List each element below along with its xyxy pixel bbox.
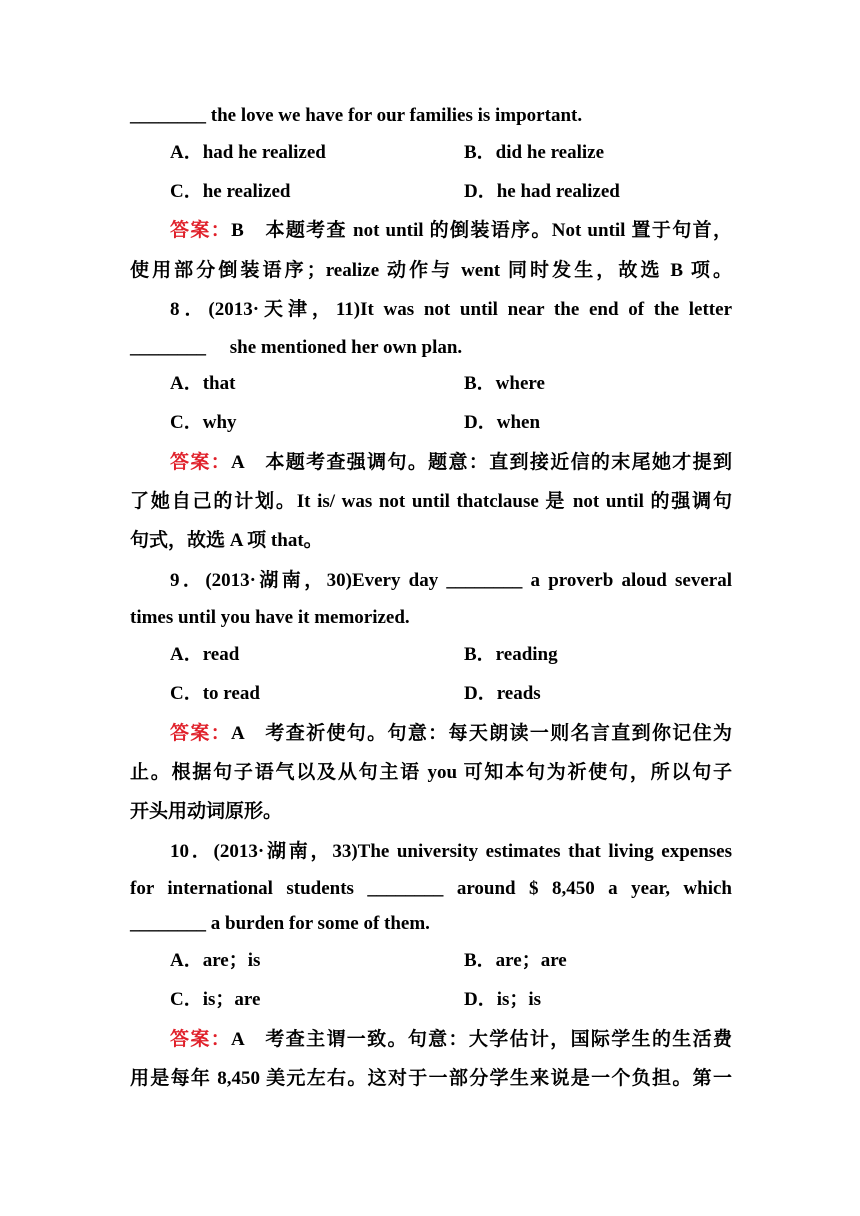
q8-answer-text: A 本题考查强调句。题意：直到接近信的末尾她才提到	[231, 452, 732, 473]
q7-answer-text: B 本题考查 not until 的倒装语序。Not until 置于句首，	[231, 220, 732, 241]
q10-answer-line-1	[170, 1028, 732, 1052]
q8-option-d: D．when	[464, 412, 541, 433]
q9-option-d: D．reads	[464, 683, 541, 704]
q10-option-a: A．are；is	[170, 950, 261, 971]
answer-label: 答案：	[170, 1029, 232, 1050]
q8-stem-line-1: 8．(2013·天津，11)It was not until near the end of the letter	[170, 299, 732, 320]
q9-answer-text: A 考查祈使句。句意：每天朗读一则名言直到你记住为	[231, 723, 732, 744]
q10-stem-line-2: for international students ________ around $ 8,450 a year, which	[130, 878, 732, 899]
q7-stem-line: ________ the love we have for our families is important.	[130, 105, 583, 126]
q9-option-a: A．read	[170, 644, 240, 665]
q7-option-b: B．did he realize	[464, 142, 605, 163]
q10-option-d: D．is；is	[464, 989, 542, 1010]
q9-answer-line-3: 开头用动词原形。	[130, 801, 283, 822]
q10-option-b: B．are；are	[464, 950, 567, 971]
q7-option-c: C．he realized	[170, 181, 291, 202]
q9-answer-line-1	[170, 722, 732, 746]
q7-answer-line-2: 使用部分倒装语序；realize 动作与 went 同时发生，故选 B 项。	[130, 260, 732, 281]
q9-stem-line-2: times until you have it memorized.	[130, 607, 410, 628]
q8-option-b: B．where	[464, 373, 545, 394]
q9-option-b: B．reading	[464, 644, 558, 665]
q7-option-a: A．had he realized	[170, 142, 326, 163]
q10-option-c: C．is；are	[170, 989, 261, 1010]
answer-label: 答案：	[170, 452, 232, 473]
q7-option-d: D．he had realized	[464, 181, 620, 202]
q8-answer-line-2: 了她自己的计划。It is/ was not until thatclause 是 not until 的强调句	[130, 491, 732, 512]
q10-answer-text: A 考查主谓一致。句意：大学估计，国际学生的生活费	[231, 1029, 732, 1050]
q9-option-c: C．to read	[170, 683, 260, 704]
answer-label: 答案：	[170, 220, 232, 241]
q8-option-a: A．that	[170, 373, 236, 394]
q8-answer-line-1	[170, 451, 732, 475]
q9-stem-line-1: 9．(2013·湖南，30)Every day ________ a proverb aloud several	[170, 570, 732, 591]
q8-answer-line-3: 句式，故选 A 项 that。	[130, 530, 323, 551]
q8-stem-line-2: ________ she mentioned her own plan.	[130, 337, 463, 358]
q10-stem-line-3: ________ a burden for some of them.	[130, 913, 430, 934]
q10-answer-line-2: 用是每年 8,450 美元左右。这对于一部分学生来说是一个负担。第一	[130, 1068, 732, 1089]
q7-answer-line-1	[170, 219, 732, 243]
q10-stem-line-1: 10．(2013·湖南，33)The university estimates that living expenses	[170, 841, 732, 862]
q8-option-c: C．why	[170, 412, 237, 433]
answer-label: 答案：	[170, 723, 232, 744]
q9-answer-line-2: 止。根据句子语气以及从句主语 you 可知本句为祈使句，所以句子	[130, 762, 732, 783]
